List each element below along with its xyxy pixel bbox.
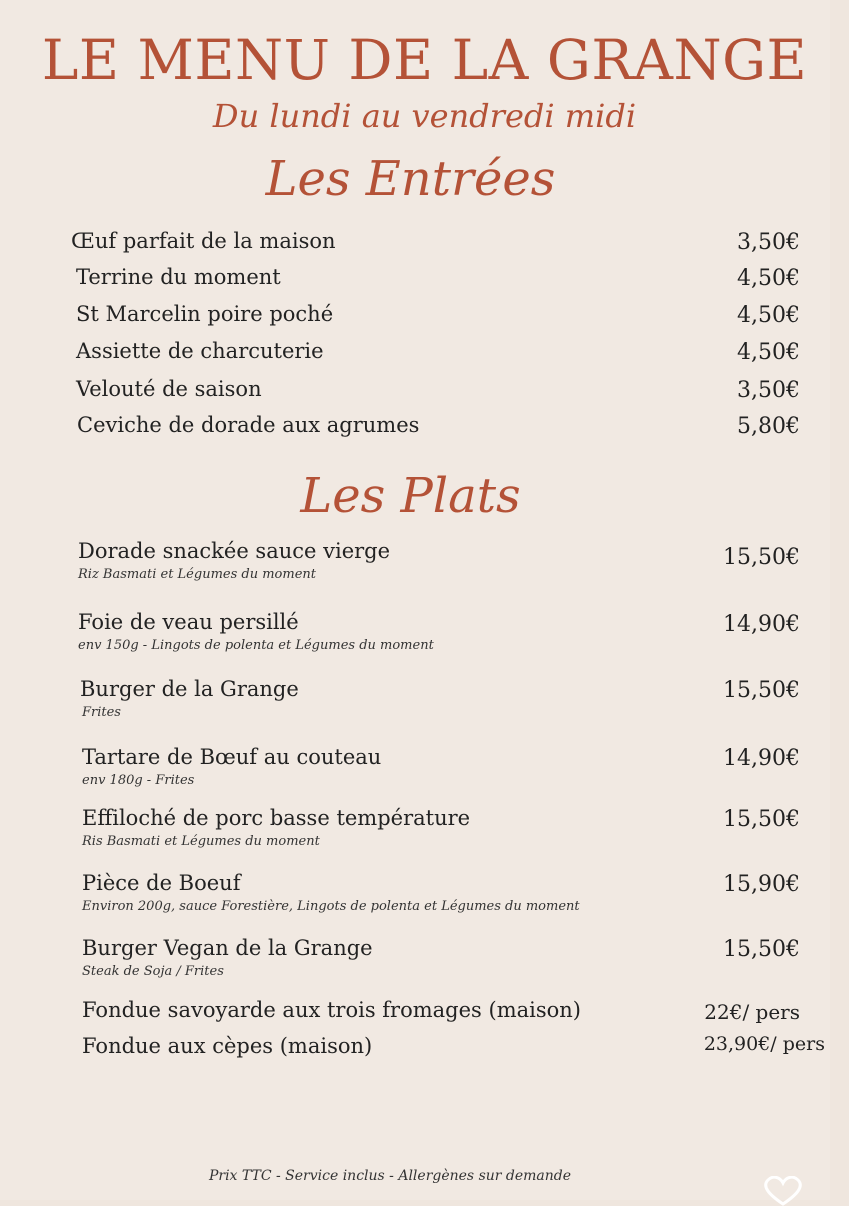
menu-item (0, 870, 849, 914)
item-price: 15,50€ (723, 678, 800, 703)
menu-item (0, 609, 849, 653)
menu-item (0, 805, 849, 849)
item-name: Ceviche de dorade aux agrumes (77, 413, 420, 437)
menu-item (0, 1033, 849, 1063)
item-description: env 180g - Frites (82, 773, 195, 788)
menu-item (0, 676, 849, 720)
item-price: 4,50€ (737, 266, 800, 291)
menu-item (0, 744, 849, 788)
item-description: Steak de Soja / Frites (82, 964, 224, 979)
item-price: 15,50€ (723, 937, 800, 962)
menu-item (0, 412, 849, 442)
item-price: 5,80€ (737, 414, 800, 439)
section-heading-plats: Les Plats (300, 468, 521, 524)
menu-item (0, 264, 849, 294)
item-description: Riz Basmati et Légumes du moment (78, 567, 316, 582)
menu-item (0, 376, 849, 406)
item-price: 15,50€ (723, 545, 800, 570)
menu-item (0, 301, 849, 331)
item-price: 4,50€ (737, 340, 800, 365)
item-price: 3,50€ (737, 230, 800, 255)
item-description: Ris Basmati et Légumes du moment (82, 834, 320, 849)
menu-title: LE MENU DE LA GRANGE (41, 28, 808, 92)
menu-subtitle: Du lundi au vendredi midi (212, 97, 637, 135)
item-price: 3,50€ (737, 378, 800, 403)
item-name: Œuf parfait de la maison (71, 229, 336, 253)
item-name: St Marcelin poire poché (76, 302, 334, 326)
item-name: Effiloché de porc basse température (82, 806, 471, 830)
item-name: Burger Vegan de la Grange (82, 936, 373, 960)
item-name: Pièce de Boeuf (82, 871, 241, 895)
item-price: 14,90€ (723, 746, 800, 771)
item-name: Burger de la Grange (80, 677, 299, 701)
menu-item (0, 997, 849, 1027)
item-name: Fondue savoyarde aux trois fromages (maison) (82, 998, 581, 1022)
item-description: env 150g - Lingots de polenta et Légumes du moment (78, 638, 434, 653)
menu-item (0, 228, 849, 258)
item-name: Dorade snackée sauce vierge (78, 539, 391, 563)
menu-footer: Prix TTC - Service inclus - Allergènes sur demande (208, 1168, 572, 1184)
item-price: 23,90€/ pers (703, 1033, 825, 1055)
item-price: 15,90€ (723, 872, 800, 897)
item-name: Tartare de Bœuf au couteau (82, 745, 382, 769)
item-name: Terrine du moment (76, 265, 281, 289)
item-description: Environ 200g, sauce Forestière, Lingots de polenta et Légumes du moment (82, 899, 580, 914)
item-name: Assiette de charcuterie (76, 339, 324, 363)
item-price: 14,90€ (723, 612, 800, 637)
section-heading-entrees: Les Entrées (265, 151, 556, 207)
item-price: 4,50€ (737, 303, 800, 328)
heart-outline-icon[interactable] (760, 1176, 806, 1206)
menu-item (0, 538, 849, 582)
item-name: Foie de veau persillé (78, 610, 299, 634)
item-name: Fondue aux cèpes (maison) (82, 1034, 373, 1058)
item-description: Frites (82, 705, 121, 720)
item-price: 22€/ pers (704, 1000, 800, 1024)
menu-item (0, 338, 849, 368)
item-price: 15,50€ (723, 807, 800, 832)
menu-item (0, 935, 849, 979)
item-name: Velouté de saison (76, 377, 262, 401)
